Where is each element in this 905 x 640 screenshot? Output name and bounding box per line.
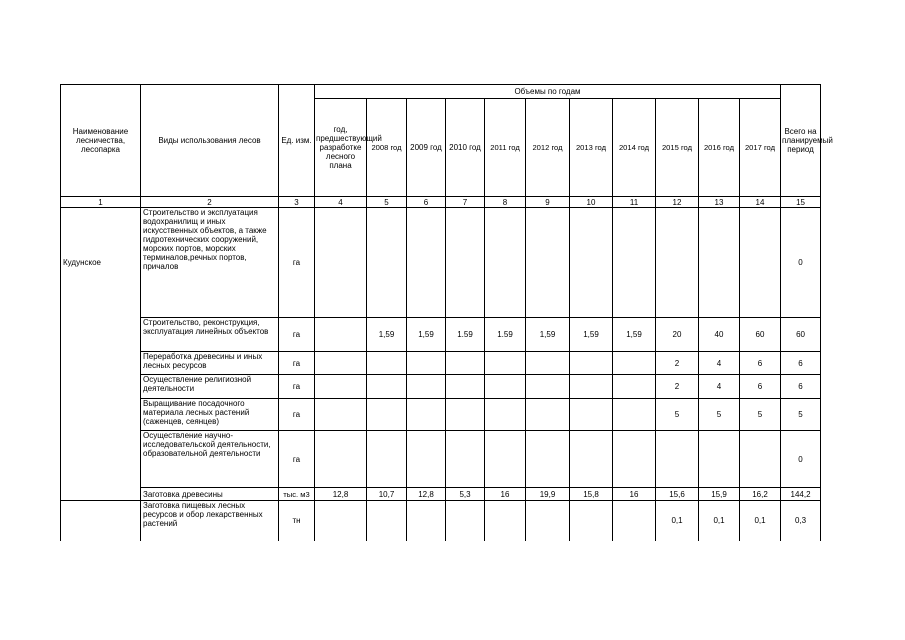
row-value [526,208,570,318]
row-value: 0 [781,431,821,488]
row-value: 1,59 [407,318,446,352]
row-value [526,375,570,399]
row-value: 0 [781,208,821,318]
header-year: 2009 год [407,99,446,197]
row-kind: Выращивание посадочного материала лесных растений (саженцев, сеянцев) [141,399,279,431]
row-value: 1,59 [367,318,407,352]
row-value [407,375,446,399]
row-value [367,208,407,318]
header-year: 2017 год [740,99,781,197]
row-unit: га [279,208,315,318]
row-value [613,352,656,375]
row-unit: га [279,431,315,488]
col-number: 5 [367,197,407,208]
row-value [315,208,367,318]
row-value [407,352,446,375]
row-value: 16 [485,488,526,501]
row-value [446,208,485,318]
row-unit: га [279,375,315,399]
row-value [526,431,570,488]
row-value [315,399,367,431]
col-number: 8 [485,197,526,208]
row-kind: Заготовка пищевых лесных ресурсов и обор лекарственных растений [141,501,279,541]
col-number: 2 [141,197,279,208]
header-total: Всего на планируемый период [781,85,821,197]
row-value: 5 [656,399,699,431]
row-value: 0,1 [740,501,781,541]
row-value: 15,9 [699,488,740,501]
row-value [446,352,485,375]
header-year: 2014 год [613,99,656,197]
row-value [485,208,526,318]
header-volumes: Объемы по годам [315,85,781,99]
row-value: 16 [613,488,656,501]
col-number: 13 [699,197,740,208]
row-unit: тн [279,501,315,541]
row-kind: Строительство, реконструкция, эксплуатация линейных объектов [141,318,279,352]
row-value: 5 [740,399,781,431]
row-value [485,375,526,399]
row-value [315,375,367,399]
row-value [656,431,699,488]
header-prev-year: год, предшествующий разработке лесного плана [315,99,367,197]
row-value [407,208,446,318]
row-value: 6 [781,375,821,399]
row-kind: Заготовка древесины [141,488,279,501]
row-unit: га [279,352,315,375]
row-value [613,208,656,318]
row-value [407,501,446,541]
forestry-name-empty [61,501,141,541]
row-value [446,375,485,399]
row-value [367,431,407,488]
header-year: 2012 год [526,99,570,197]
col-number: 14 [740,197,781,208]
header-unit: Ед. изм. [279,85,315,197]
col-number: 3 [279,197,315,208]
row-value: 5,3 [446,488,485,501]
row-unit: га [279,399,315,431]
table-row [61,318,821,352]
row-value: 0,1 [699,501,740,541]
row-value [570,501,613,541]
column-numbers-row [61,197,821,208]
row-value: 0,1 [656,501,699,541]
row-value: 16,2 [740,488,781,501]
row-value: 1,59 [570,318,613,352]
row-kind: Осуществление религиозной деятельности [141,375,279,399]
row-value [740,208,781,318]
row-value [570,352,613,375]
row-value [407,431,446,488]
row-value [570,375,613,399]
col-number: 6 [407,197,446,208]
row-value: 2 [656,352,699,375]
header-year: 2011 год [485,99,526,197]
row-value: 4 [699,352,740,375]
row-value: 40 [699,318,740,352]
row-value: 1.59 [446,318,485,352]
header-year: 2013 год [570,99,613,197]
col-number: 9 [526,197,570,208]
row-value [446,399,485,431]
row-value: 15,6 [656,488,699,501]
row-value [699,208,740,318]
row-value [446,431,485,488]
row-value [315,501,367,541]
header-row-1 [61,85,821,99]
row-value [570,208,613,318]
row-value [485,352,526,375]
col-number: 10 [570,197,613,208]
row-value: 1,59 [526,318,570,352]
table-row [61,399,821,431]
row-value [570,399,613,431]
row-value [526,399,570,431]
col-number: 1 [61,197,141,208]
row-value [526,352,570,375]
row-value [485,399,526,431]
table-row [61,431,821,488]
row-value: 1.59 [485,318,526,352]
row-value [613,375,656,399]
col-number: 4 [315,197,367,208]
header-year: 2015 год [656,99,699,197]
row-value [367,501,407,541]
row-value [699,431,740,488]
row-kind: Осуществление научно-исследовательской деятельности, образовательной деятельности [141,431,279,488]
forestry-name: Кудунское [61,208,141,501]
row-value [570,431,613,488]
col-number: 12 [656,197,699,208]
row-value [367,399,407,431]
row-value [315,352,367,375]
row-value [613,431,656,488]
row-value [485,501,526,541]
row-value: 6 [740,375,781,399]
row-value: 60 [740,318,781,352]
header-kinds: Виды использования лесов [141,85,279,197]
row-value [407,399,446,431]
row-value: 6 [740,352,781,375]
row-value: 1,59 [613,318,656,352]
row-value: 4 [699,375,740,399]
row-value: 5 [781,399,821,431]
row-value: 60 [781,318,821,352]
row-value: 10,7 [367,488,407,501]
forest-use-volumes-table [60,84,833,541]
row-value [656,208,699,318]
row-unit: тыс. м3 [279,488,315,501]
table-row [61,375,821,399]
col-number: 7 [446,197,485,208]
col-number: 15 [781,197,821,208]
row-value: 20 [656,318,699,352]
row-value [613,501,656,541]
row-value: 6 [781,352,821,375]
row-value [526,501,570,541]
row-value: 2 [656,375,699,399]
row-value [315,318,367,352]
row-unit: га [279,318,315,352]
table-row [61,352,821,375]
row-value [367,375,407,399]
header-year: 2016 год [699,99,740,197]
table-row [61,208,821,318]
row-value [485,431,526,488]
row-value [613,399,656,431]
col-number: 11 [613,197,656,208]
header-year: 2008 год [367,99,407,197]
row-kind: Строительство и эксплуатация водохранилищ и иных искусственных объектов, а также гидротехнических сооружений, морских портов, морских терминалов,речных портов, причалов [141,208,279,318]
row-value: 0,3 [781,501,821,541]
row-value [446,501,485,541]
row-value: 12,8 [315,488,367,501]
table-row [61,501,821,541]
row-kind: Переработка древесины и иных лесных ресурсов [141,352,279,375]
row-value: 12,8 [407,488,446,501]
row-value [367,352,407,375]
row-value: 5 [699,399,740,431]
row-value [740,431,781,488]
row-value [315,431,367,488]
table-row [61,488,821,501]
row-value: 15,8 [570,488,613,501]
header-year: 2010 год [446,99,485,197]
row-value: 19,9 [526,488,570,501]
row-value: 144,2 [781,488,821,501]
header-name: Наименование лесничества, лесопарка [61,85,141,197]
